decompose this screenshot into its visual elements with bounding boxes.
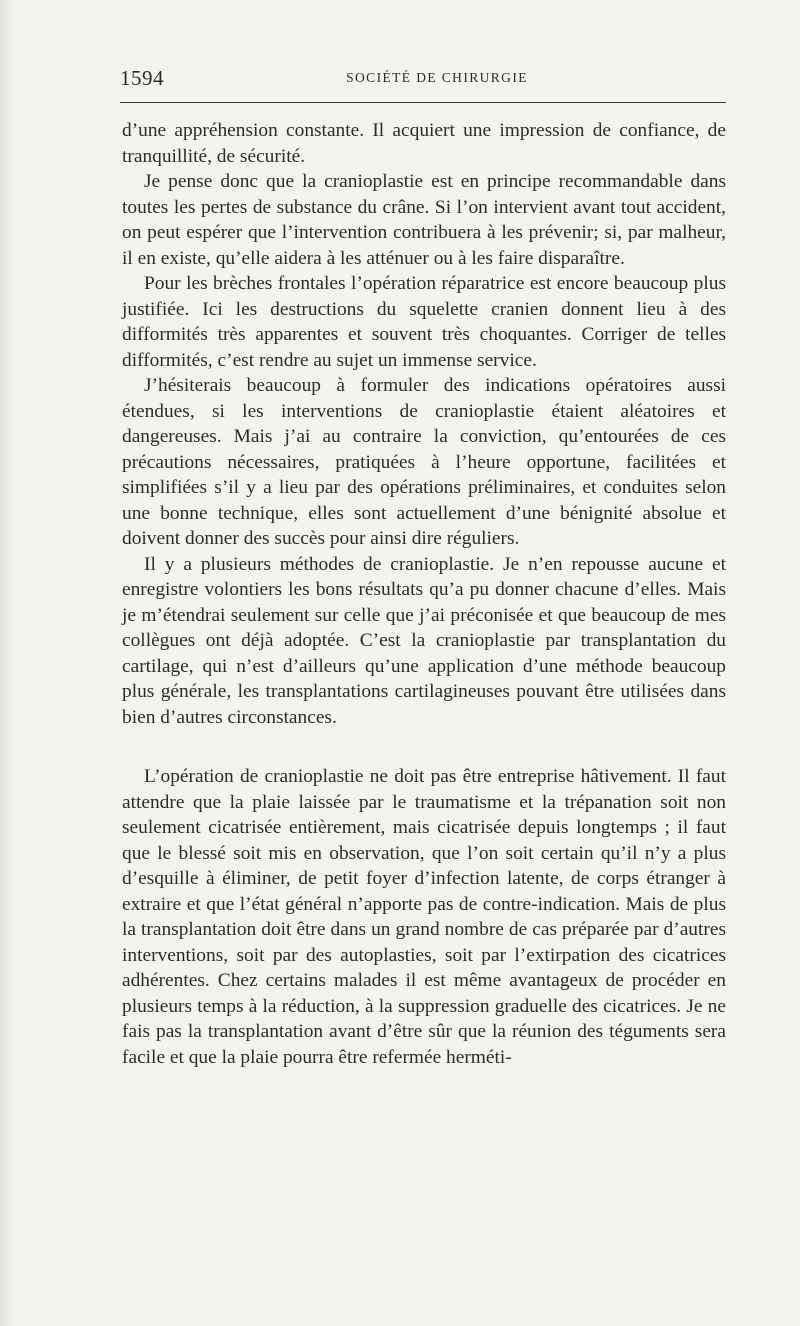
section-gap [122, 730, 726, 764]
paragraph-2: Je pense donc que la cranioplastie est en principe recommandable dans toutes les pertes de substance du crâne. Si l’on intervient avant tout accident, on peut espérer que l’intervention contribuera à les prévenir; si, par malheur, il en existe, qu’elle aidera à les atténuer ou à les faire disparaître. [122, 171, 726, 269]
body-text [122, 118, 726, 1070]
page-header [120, 66, 726, 90]
header-rule [120, 102, 726, 103]
paragraph-4: J’hésiterais beaucoup à formuler des indications opératoires aussi étendues, si les interventions de cranioplastie étaient aléatoires et dangereuses. Mais j’ai au contraire la conviction, qu’entourées de ces précautions nécessaires, pratiquées à l’heure opportune, facilitées et simplifiées s’il y a lieu par des opérations préliminaires, et conduites selon une bonne technique, elles sont actuellement d’une bénignité absolue et doivent donner des succès pour ainsi dire réguliers. [122, 375, 726, 549]
page-edge-shadow [0, 0, 14, 1326]
paragraph-3: Pour les brèches frontales l’opération réparatrice est encore beaucoup plus justifiée. Ici les destructions du squelette cranien donnent lieu à des difformités très apparentes et souvent très choquantes. Corriger de telles difformités, c’est rendre au sujet un immense service. [122, 273, 726, 371]
page-number: 1594 [120, 66, 164, 90]
paragraph-6: L’opération de cranioplastie ne doit pas être entreprise hâtivement. Il faut attendre que la plaie laissée par le traumatisme et la trépanation soit non seulement cicatrisée entièrement, mais cicatrisée depuis longtemps ; il faut que le blessé soit mis en observation, que l’on soit certain qu’il n’y a plus d’esquille à éliminer, de petit foyer d’infection latente, de corps étranger à extraire et que l’état général n’apporte pas de contre-indication. Mais de plus la transplantation doit être dans un grand nombre de cas préparée par d’autres interventions, soit par des autoplasties, soit par l’extirpation des cicatrices adhérentes. Chez certains malades il est même avantageux de procéder en plusieurs temps à la réduction, à la suppression graduelle des cicatrices. Je ne fais pas la transplantation avant d’être sûr que la réunion des téguments sera facile et que la plaie pourra être refermée herméti- [122, 766, 726, 1068]
paragraph-1: d’une appréhension constante. Il acquiert une impression de confiance, de tranquillité, de sécurité. [122, 120, 726, 167]
paragraph-5: Il y a plusieurs méthodes de cranioplastie. Je n’en repousse aucune et enregistre volontiers les bons résultats qu’a pu donner chacune d’elles. Mais je m’étendrai seulement sur celle que j’ai préconisée et que beaucoup de mes collègues ont déjà adoptée. C’est la cranioplastie par transplantation du cartilage, qui n’est d’ailleurs qu’une application d’une méthode beaucoup plus générale, les transplantations cartilagineuses pouvant être utilisées dans bien d’autres circonstances. [122, 553, 726, 728]
running-title: SOCIÉTÉ DE CHIRURGIE [346, 70, 528, 85]
